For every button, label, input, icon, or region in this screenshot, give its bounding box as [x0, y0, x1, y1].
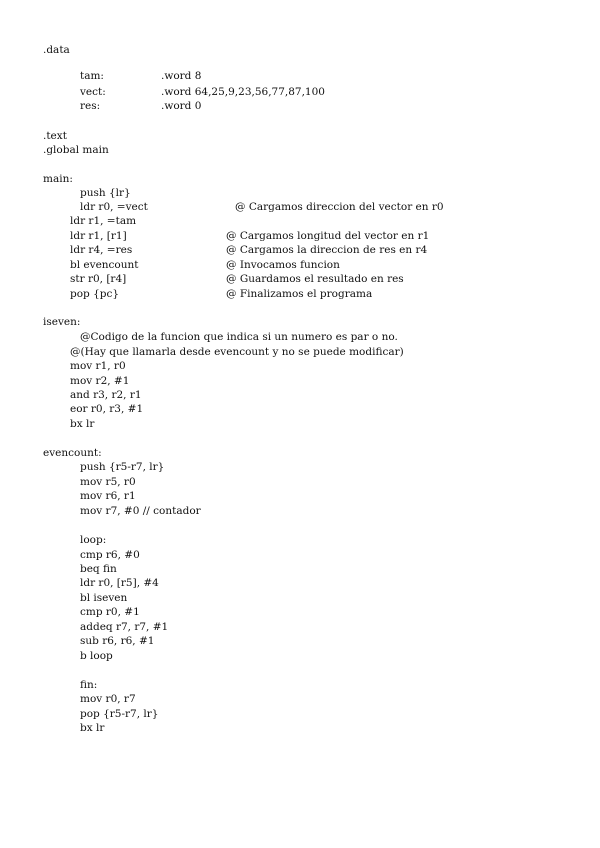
code-line-45: sub r6, r6, #1	[80, 635, 155, 647]
code-line-6: res:	[80, 100, 101, 112]
code-line-32: bx lr	[70, 418, 95, 430]
code-line-2: tam:	[80, 70, 104, 82]
code-line-16: @ Cargamos longitud del vector en r1	[226, 230, 430, 242]
code-line-38: loop:	[80, 534, 107, 546]
code-line-34: push {r5-r7, lr}	[80, 461, 165, 473]
code-line-39: cmp r6, #0	[80, 549, 140, 561]
code-line-48: mov r0, r7	[80, 693, 136, 705]
code-line-11: push {lr}	[80, 187, 131, 199]
code-line-33: evencount:	[43, 447, 102, 459]
code-line-25: iseven:	[43, 316, 81, 328]
code-line-21: str r0, [r4]	[70, 273, 127, 285]
code-line-9: .global main	[43, 144, 109, 156]
code-line-30: and r3, r2, r1	[70, 389, 142, 401]
code-line-26: @Codigo de la funcion que indica si un numero es par o no.	[80, 331, 398, 343]
code-line-28: mov r1, r0	[70, 360, 126, 372]
code-line-15: ldr r1, [r1]	[70, 230, 127, 242]
code-line-18: @ Cargamos la direccion de res en r4	[226, 244, 428, 256]
code-line-19: bl evencount	[70, 259, 139, 271]
code-line-4: vect:	[80, 86, 106, 98]
code-line-36: mov r6, r1	[80, 490, 136, 502]
code-line-47: fin:	[80, 679, 98, 691]
code-line-22: @ Guardamos el resultado en res	[226, 273, 404, 285]
code-line-41: ldr r0, [r5], #4	[80, 577, 159, 589]
code-line-27: @(Hay que llamarla desde evencount y no se puede modificar)	[70, 346, 404, 358]
code-line-43: cmp r0, #1	[80, 606, 140, 618]
code-line-44: addeq r7, r7, #1	[80, 621, 169, 633]
code-line-42: bl iseven	[80, 592, 128, 604]
code-line-10: main:	[43, 173, 73, 185]
code-line-40: beq fin	[80, 563, 117, 575]
code-line-20: @ Invocamos funcion	[226, 259, 340, 271]
code-line-12: ldr r0, =vect	[80, 201, 148, 213]
code-line-49: pop {r5-r7, lr}	[80, 708, 159, 720]
code-line-14: ldr r1, =tam	[70, 215, 137, 227]
code-line-17: ldr r4, =res	[70, 244, 133, 256]
code-line-3: .word 8	[161, 70, 202, 82]
code-line-5: .word 64,25,9,23,56,77,87,100	[161, 86, 325, 98]
code-line-24: @ Finalizamos el programa	[226, 288, 373, 300]
code-line-29: mov r2, #1	[70, 375, 130, 387]
code-line-8: .text	[43, 130, 67, 142]
code-line-46: b loop	[80, 650, 113, 662]
code-line-50: bx lr	[80, 722, 105, 734]
code-line-31: eor r0, r3, #1	[70, 403, 144, 415]
code-line-1: .data	[43, 44, 70, 56]
code-line-23: pop {pc}	[70, 288, 120, 300]
code-line-37: mov r7, #0 // contador	[80, 505, 201, 517]
code-line-13: @ Cargamos direccion del vector en r0	[235, 201, 444, 213]
code-line-35: mov r5, r0	[80, 476, 136, 488]
code-line-7: .word 0	[161, 100, 202, 112]
